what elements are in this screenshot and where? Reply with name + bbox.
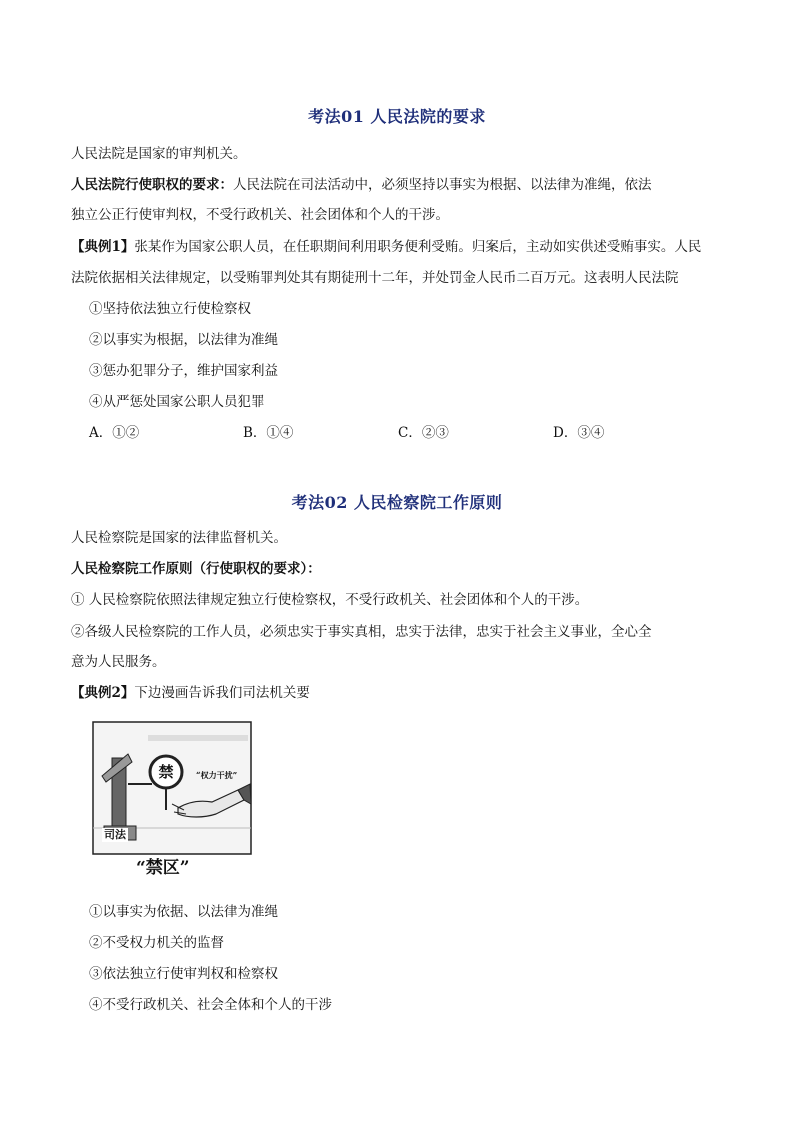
example1-item-4: ④从严惩处国家公职人员犯罪 (89, 394, 265, 410)
requirement-text: 人民法院在司法活动中，必须坚持以事实为根据、以法律为准绳，依法 (233, 177, 652, 193)
option-a: A．①② (89, 425, 140, 441)
example1-cont: 法院依据相关法律规定，以受贿罪判处其有期徒刑十二年，并处罚金人民币二百万元。这表明人民法院 (71, 270, 679, 286)
cartoon-base-label: 司法 (104, 828, 126, 841)
section1-title: 考法01 人民法院的要求 (308, 107, 486, 126)
example2 (71, 678, 731, 708)
example2-item-4: ④不受行政机关、社会全体和个人的干涉 (89, 997, 332, 1013)
example2-item-3: ③依法独立行使审判权和检察权 (89, 966, 278, 982)
example1-item-3: ③惩办犯罪分子，维护国家利益 (89, 363, 278, 379)
cartoon-hand-label: “权力干扰” (196, 770, 238, 780)
option-c: C．②③ (398, 425, 449, 441)
requirement-label: 人民法院行使职权的要求： (71, 177, 233, 193)
section2-line1: 人民检察院是国家的法律监督机关。 (71, 530, 287, 546)
principle-2: ②各级人民检察院的工作人员，必须忠实于事实真相，忠实于法律，忠实于社会主义事业，全心全 (71, 624, 652, 640)
option-b: B．①④ (243, 425, 294, 441)
cartoon-image (88, 718, 258, 888)
example1 (71, 232, 731, 262)
example1-item-1: ①坚持依法独立行使检察权 (89, 301, 251, 317)
section1-requirement (71, 170, 731, 200)
section1-requirement-cont: 独立公正行使审判权，不受行政机关、社会团体和个人的干涉。 (71, 207, 449, 223)
example1-text: 张某作为国家公职人员，在任职期间利用职务便利受贿。归案后，主动如实供述受贿事实。人民 (134, 239, 702, 255)
example1-label: 【典例1】 (71, 239, 135, 255)
option-d: D．③④ (553, 425, 605, 441)
example1-item-2: ②以事实为根据，以法律为准绳 (89, 332, 278, 348)
example2-label: 【典例2】 (71, 685, 135, 701)
example2-item-2: ②不受权力机关的监督 (89, 935, 224, 951)
cartoon-sign-text: 禁 (158, 763, 174, 781)
principle-1: ① 人民检察院依照法律规定独立行使检察权，不受行政机关、社会团体和个人的干涉。 (71, 592, 589, 608)
example2-text: 下边漫画告诉我们司法机关要 (134, 685, 310, 701)
section2-title: 考法02 人民检察院工作原则 (291, 493, 503, 512)
section2-principle-label: 人民检察院工作原则（行使职权的要求）： (71, 561, 321, 577)
principle-2-cont: 意为人民服务。 (71, 654, 166, 670)
example2-item-1: ①以事实为依据、以法律为准绳 (89, 904, 278, 920)
cartoon-caption: “禁区” (136, 858, 190, 878)
section1-line1: 人民法院是国家的审判机关。 (71, 146, 247, 162)
